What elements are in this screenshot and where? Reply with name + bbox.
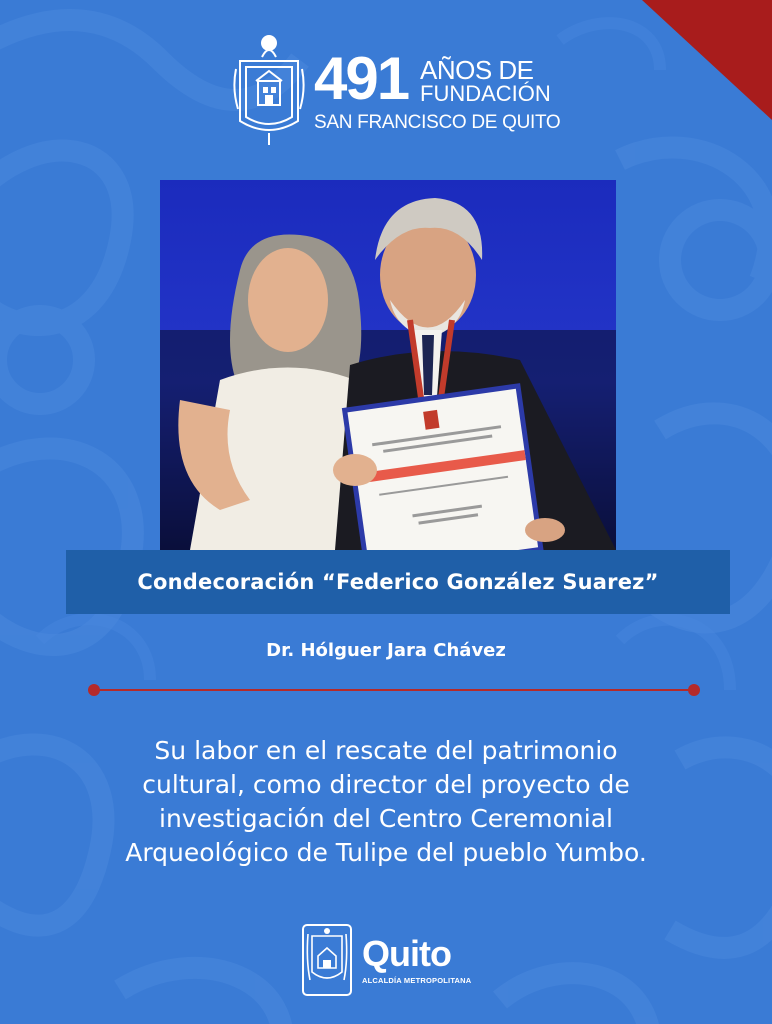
description-line: investigación del Centro Ceremonial (159, 804, 613, 833)
quito-coat-of-arms-icon (232, 29, 306, 147)
award-ceremony-photo (160, 180, 616, 550)
alcaldia-subtitle: ALCALDÍA METROPOLITANA (362, 976, 472, 985)
quito-shield-logo-icon (302, 924, 352, 996)
description-line: Su labor en el rescate del patrimonio (154, 736, 618, 765)
award-description (40, 734, 732, 870)
city-name: SAN FRANCISCO DE QUITO (314, 112, 561, 133)
anniversary-header (232, 28, 561, 148)
quito-brand: Quito (362, 933, 451, 974)
award-title-banner (66, 550, 730, 614)
award-title: Condecoración “Federico González Suarez” (137, 570, 659, 594)
description-line: cultural, como director del proyecto de (142, 770, 630, 799)
footer-logo-group (302, 924, 502, 996)
fundacion-label: FUNDACIÓN (420, 81, 551, 106)
corner-accent (642, 0, 772, 120)
anos-label: AÑOS DE (420, 55, 534, 85)
description-line: Arqueológico de Tulipe del pueblo Yumbo. (125, 838, 647, 867)
divider-line (87, 683, 701, 697)
anniversary-number: 491 (314, 45, 409, 112)
honoree-name: Dr. Hólguer Jara Chávez (266, 640, 506, 661)
